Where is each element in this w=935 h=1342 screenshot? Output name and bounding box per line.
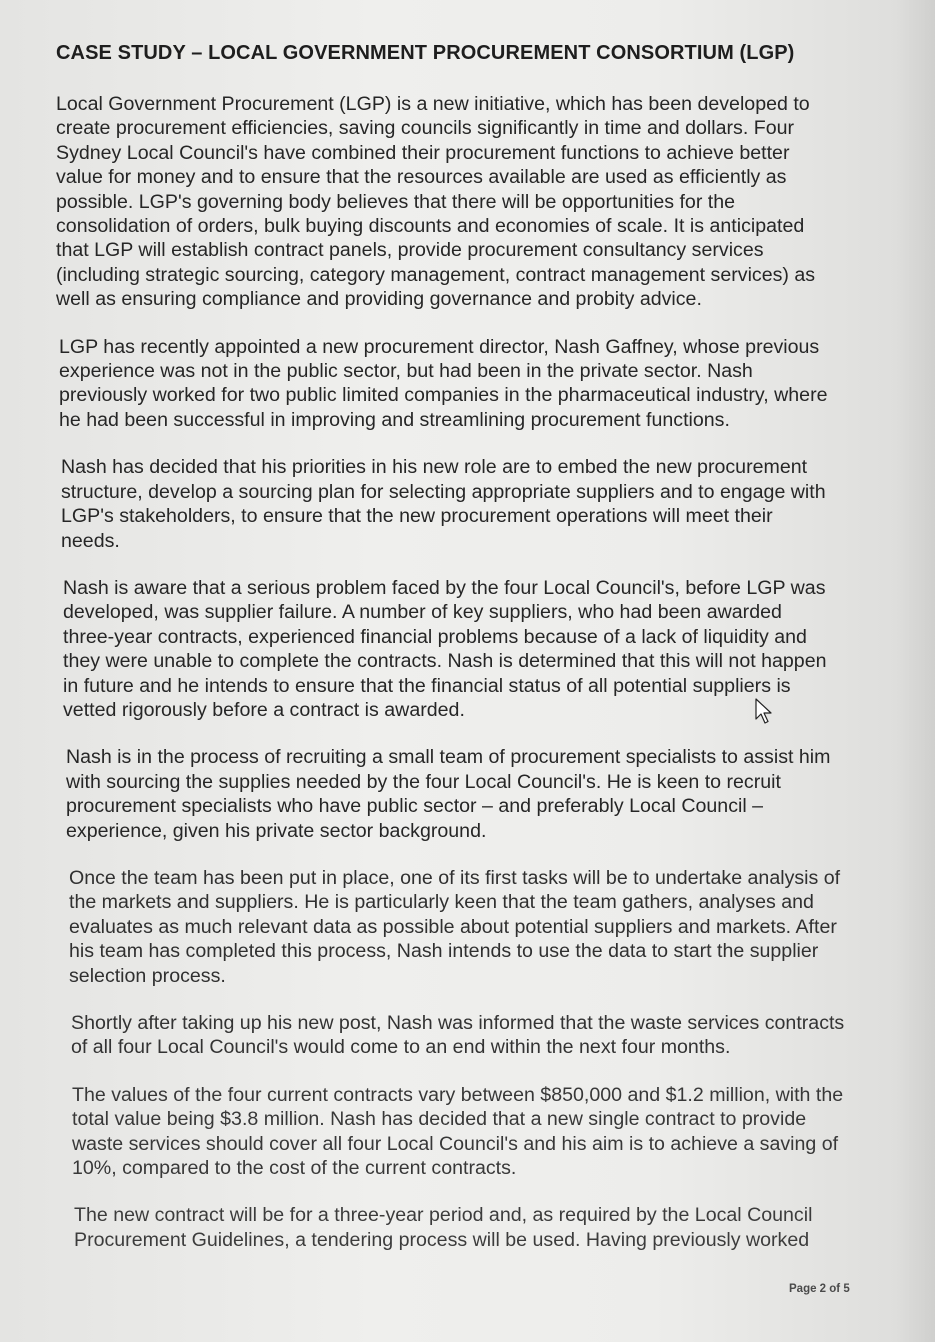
paragraph-lgp-introduction: Local Government Procurement (LGP) is a new initiative, which has been developed to create procurement efficiencies, saving councils significantly in time and dollars. Four Sydney Local Council's have combined their procurement functions to achieve better value for money and to ensure that the resources available are used as efficiently as possible. LGP's governing body believes that there will be opportunities for the consolidation of orders, bulk buying discounts and economies of scale. It is anticipated that LGP will establish contract panels, provide procurement consultancy services (including strategic sourcing, category management, contract management services) as well as ensuring compliance and providing governance and probity advice. [56,93,816,311]
document-body [56,42,896,1275]
paragraph-recruiting-team: Nash is in the process of recruiting a small team of procurement specialists to assist him with sourcing the supplies needed by the four Local Council's. He is keen to recruit procurement specialists who have public sector – and preferably Local Council – experience, given his private sector background. [66,746,831,842]
paragraph-supplier-failure: Nash is aware that a serious problem faced by the four Local Council's, before LGP was developed, was supplier failure. A number of key suppliers, who had been awarded three-year contracts, experienced financial problems because of a lack of liquidity and they were unable to complete the contracts. Nash is determined that this will not happen in future and he intends to ensure that the financial status of all potential suppliers is vetted rigorously before a contract is awarded. [63,576,827,721]
paragraph-market-analysis: Once the team has been put in place, one of its first tasks will be to undertake analysis of the markets and suppliers. He is particularly keen that the team gathers, analyses and evaluates as much relevant data as possible about potential suppliers and markets. After his team has completed this process, Nash intends to use the data to start the supplier selection process. [69,866,841,987]
paragraph-priorities: Nash has decided that his priorities in his new role are to embed the new procurement structure, develop a sourcing plan for selecting appropriate suppliers and to engage with LGP's stakeholders, to ensure that the new procurement operations will meet their needs. [61,456,826,552]
page-number: Page 2 of 5 [789,1283,850,1295]
paragraph-waste-contracts: Shortly after taking up his new post, Nash was informed that the waste services contracts of all four Local Council's would come to an end within the next four months. [71,1012,845,1059]
paragraph-tendering-process: The new contract will be for a three-year period and, as required by the Local Council Procurement Guidelines, a tendering process will be used. Having previously worked [74,1204,813,1251]
screen-shading [895,0,935,1342]
case-study-title: CASE STUDY – LOCAL GOVERNMENT PROCUREMENT CONSORTIUM (LGP) [56,42,795,64]
paragraph-new-director: LGP has recently appointed a new procurement director, Nash Gaffney, whose previous experience was not in the public sector, but had been in the private sector. Nash previously worked for two public limited companies in the pharmaceutical industry, where he had been successful in improving and streamlining procurement functions. [59,335,828,431]
mouse-pointer-icon [752,697,780,725]
paragraph-contract-values: The values of the four current contracts vary between $850,000 and $1.2 million, with the total value being $3.8 million. Nash has decided that a new single contract to provide waste services should cover all four Local Council's and his aim is to achieve a saving of 10%, compared to the cost of the current contracts. [72,1083,844,1180]
